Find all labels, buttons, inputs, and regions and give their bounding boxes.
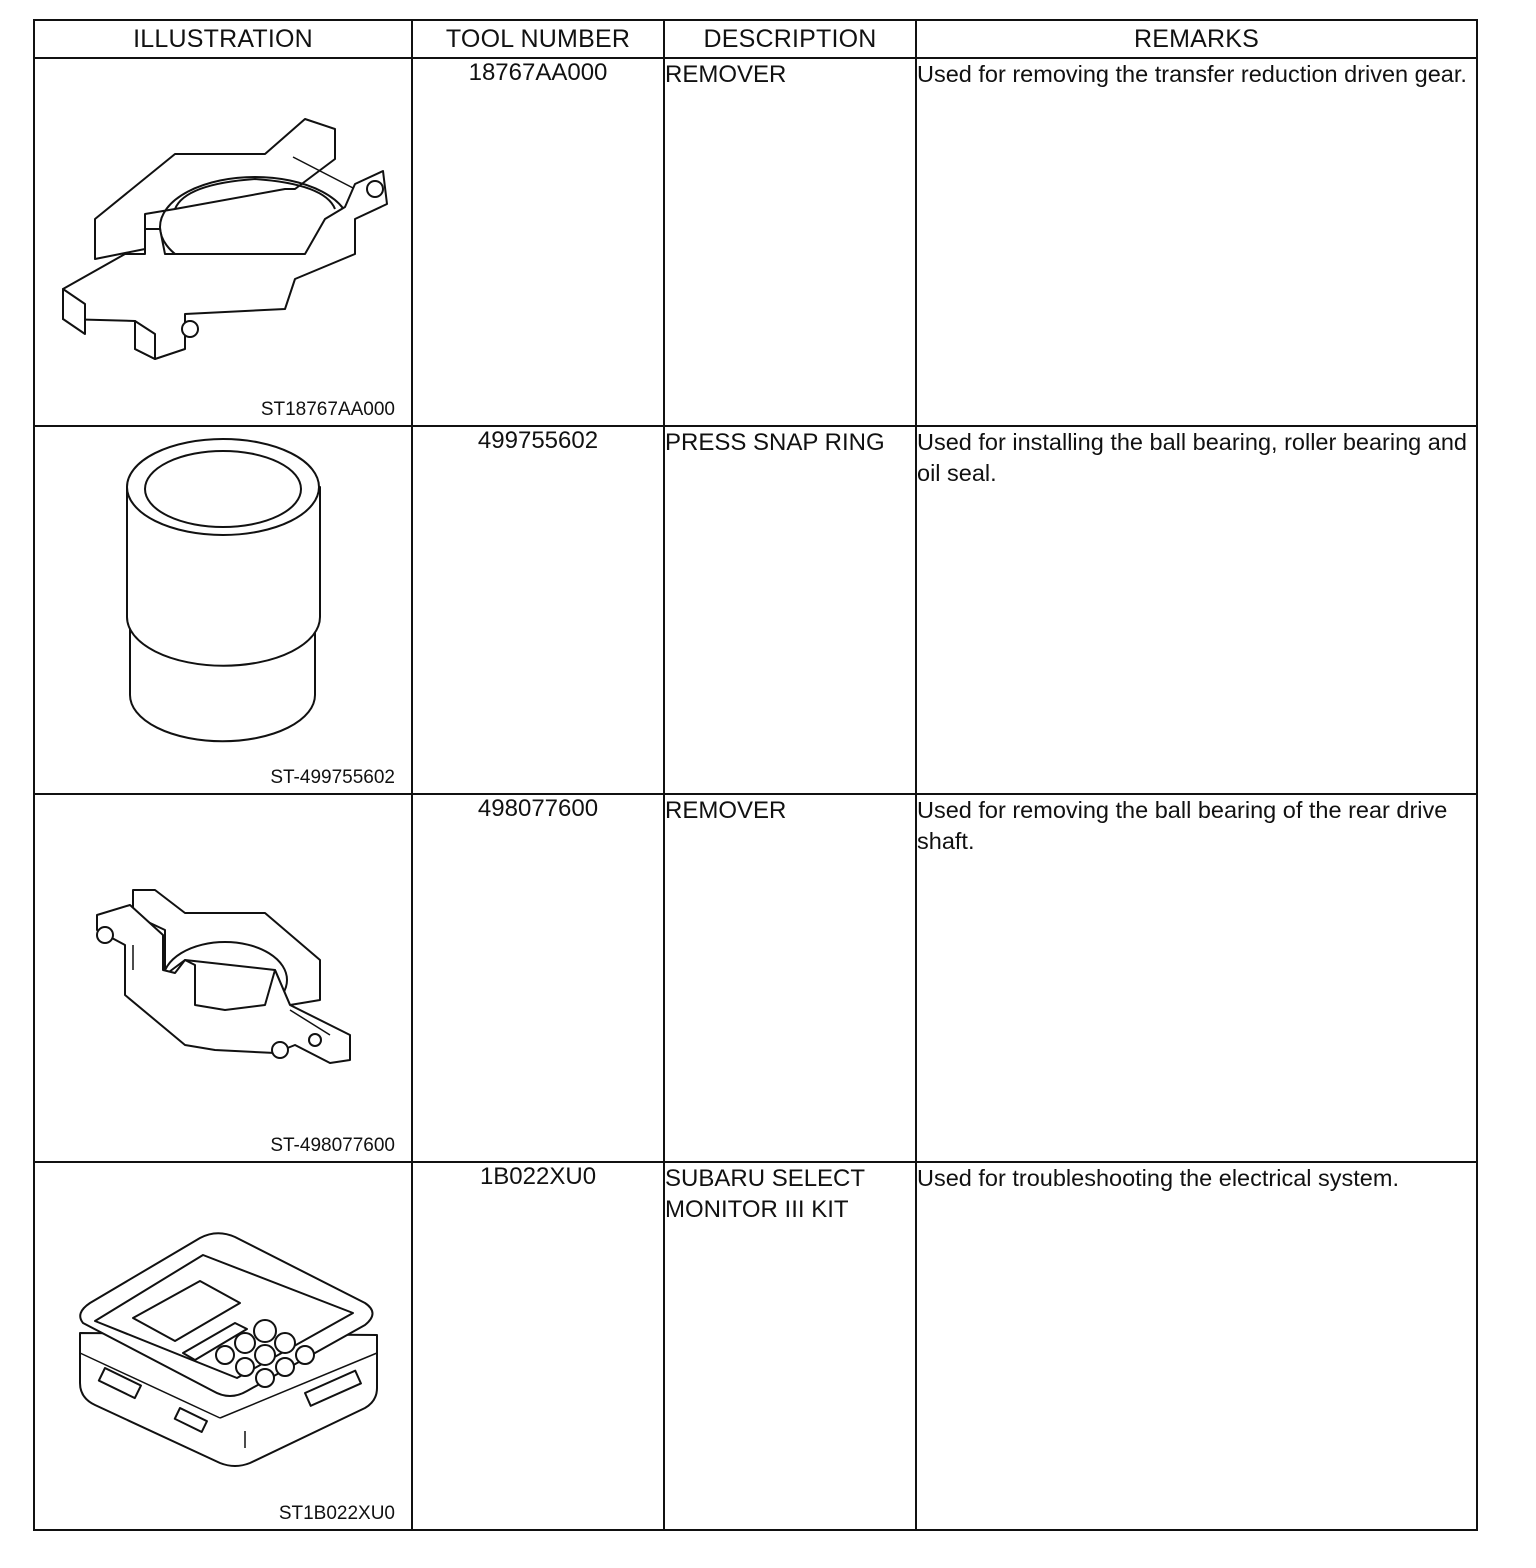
- header-tool-number: TOOL NUMBER: [412, 20, 664, 58]
- header-remarks: REMARKS: [916, 20, 1477, 58]
- tool-number: 1B022XU0: [412, 1162, 664, 1530]
- table-row: [34, 794, 1477, 1162]
- tool-remarks: Used for removing the transfer reduction driven gear.: [916, 58, 1477, 426]
- table-row: [34, 1162, 1477, 1530]
- bearing-remover-clamp-icon: [35, 795, 411, 1161]
- tool-number: 499755602: [412, 426, 664, 794]
- tool-number: 18767AA000: [412, 58, 664, 426]
- press-snap-ring-cylinder-icon: [35, 427, 411, 793]
- tool-remarks: Used for troubleshooting the electrical system.: [916, 1162, 1477, 1530]
- header-description: DESCRIPTION: [664, 20, 916, 58]
- illustration-cell: [34, 58, 412, 426]
- select-monitor-device-icon: [35, 1163, 411, 1529]
- tool-description: REMOVER: [664, 58, 916, 426]
- tool-number: 498077600: [412, 794, 664, 1162]
- split-remover-clamp-icon: [35, 59, 411, 425]
- header-row: [34, 20, 1477, 58]
- illustration-cell: [34, 426, 412, 794]
- tool-description: REMOVER: [664, 794, 916, 1162]
- tool-remarks: Used for removing the ball bearing of the rear drive shaft.: [916, 794, 1477, 1162]
- table-row: [34, 58, 1477, 426]
- tool-remarks: Used for installing the ball bearing, roller bearing and oil seal.: [916, 426, 1477, 794]
- illustration-caption: ST-499755602: [270, 767, 395, 788]
- illustration-cell: [34, 794, 412, 1162]
- illustration-caption: ST18767AA000: [260, 399, 395, 420]
- header-illustration: ILLUSTRATION: [34, 20, 412, 58]
- tool-description: SUBARU SELECT MONITOR III KIT: [664, 1162, 916, 1530]
- table-row: [34, 426, 1477, 794]
- illustration-caption: ST1B022XU0: [278, 1503, 395, 1524]
- tool-description: PRESS SNAP RING: [664, 426, 916, 794]
- special-tools-table: [33, 19, 1478, 1531]
- illustration-cell: [34, 1162, 412, 1530]
- illustration-caption: ST-498077600: [270, 1135, 395, 1156]
